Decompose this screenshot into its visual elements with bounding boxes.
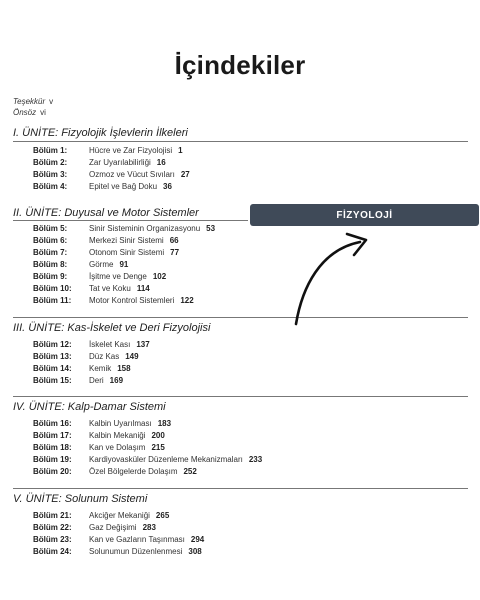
- unit-divider: [13, 317, 468, 318]
- chapter-entry: [33, 523, 156, 533]
- chapter-page: 215: [151, 443, 165, 452]
- chapter-page: 114: [136, 284, 150, 293]
- chapter-page: 265: [155, 511, 170, 520]
- chapter-entry: [33, 511, 169, 521]
- chapter-label: Bölüm 16:: [33, 419, 72, 428]
- chapter-title: Kardiyovasküler Düzenleme Mekanizmaları: [89, 455, 243, 464]
- chapter-title: İskelet Kası: [89, 340, 131, 349]
- chapter-label: Bölüm 1:: [33, 146, 68, 155]
- chapter-page: 308: [188, 547, 202, 556]
- chapter-label: Bölüm 20:: [33, 467, 72, 476]
- chapter-page: 183: [157, 419, 172, 428]
- chapter-page: 158: [117, 364, 131, 373]
- chapter-page: 53: [206, 224, 216, 233]
- chapter-label: Bölüm 9:: [33, 272, 68, 281]
- chapter-title: Zar Uyarılabilirliği: [89, 158, 151, 167]
- chapter-label: Bölüm 22:: [33, 523, 72, 532]
- front-matter-item: [13, 97, 53, 106]
- chapter-page: 102: [152, 272, 167, 281]
- chapter-label: Bölüm 19:: [33, 455, 72, 464]
- curved-arrow-icon: [290, 228, 390, 328]
- chapter-entry: [33, 224, 215, 234]
- chapter-page: 66: [169, 236, 179, 245]
- chapter-entry: [33, 443, 165, 453]
- chapter-label: Bölüm 14:: [33, 364, 72, 373]
- chapter-label: Bölüm 23:: [33, 535, 72, 544]
- chapter-title: Deri: [89, 376, 104, 385]
- chapter-label: Bölüm 4:: [33, 182, 68, 191]
- chapter-title: Hücre ve Zar Fizyolojisi: [89, 146, 173, 155]
- chapter-label: Bölüm 3:: [33, 170, 68, 179]
- chapter-entry: [33, 340, 150, 350]
- chapter-title: Solunumun Düzenlenmesi: [89, 547, 183, 556]
- chapter-page: 16: [156, 158, 166, 167]
- chapter-page: 1: [178, 146, 183, 155]
- chapter-label: Bölüm 10:: [33, 284, 72, 293]
- chapter-entry: [33, 296, 194, 306]
- unit-title: III. ÜNİTE: Kas-İskelet ve Deri Fizyolojisi: [13, 322, 211, 334]
- unit-title: IV. ÜNİTE: Kalp-Damar Sistemi: [13, 401, 166, 413]
- front-matter-page: v: [49, 97, 54, 106]
- chapter-title: Kemik: [89, 364, 112, 373]
- chapter-title: Motor Kontrol Sistemleri: [89, 296, 175, 305]
- chapter-page: 294: [190, 535, 205, 544]
- chapter-page: 122: [180, 296, 194, 305]
- chapter-entry: [33, 158, 166, 168]
- chapter-entry: [33, 547, 202, 557]
- chapter-entry: [33, 236, 179, 246]
- front-matter-item: [13, 108, 46, 117]
- chapter-title: Epitel ve Bağ Doku: [89, 182, 158, 191]
- chapter-label: Bölüm 12:: [33, 340, 72, 349]
- chapter-title: İşitme ve Denge: [89, 272, 147, 281]
- chapter-title: Düz Kas: [89, 352, 120, 361]
- chapter-page: 233: [248, 455, 263, 464]
- chapter-title: Kan ve Gazların Taşınması: [89, 535, 185, 544]
- chapter-page: 200: [151, 431, 165, 440]
- chapter-title: Görme: [89, 260, 114, 269]
- chapter-label: Bölüm 15:: [33, 376, 72, 385]
- chapter-page: 283: [142, 523, 156, 532]
- chapter-title: Merkezi Sinir Sistemi: [89, 236, 164, 245]
- unit-title: II. ÜNİTE: Duyusal ve Motor Sistemler: [13, 207, 199, 219]
- chapter-entry: [33, 431, 165, 441]
- chapter-title: Gaz Değişimi: [89, 523, 137, 532]
- chapter-entry: [33, 146, 183, 156]
- front-matter-label: Teşekkür: [13, 97, 46, 106]
- chapter-label: Bölüm 11:: [33, 296, 72, 305]
- chapter-entry: [33, 376, 123, 386]
- chapter-entry: [33, 284, 150, 294]
- chapter-entry: [33, 352, 139, 362]
- chapter-page: 137: [136, 340, 150, 349]
- chapter-label: Bölüm 7:: [33, 248, 68, 257]
- unit-divider: [13, 396, 468, 397]
- chapter-entry: [33, 248, 179, 258]
- front-matter-label: Önsöz: [13, 108, 37, 117]
- unit-title: V. ÜNİTE: Solunum Sistemi: [13, 493, 148, 505]
- chapter-label: Bölüm 17:: [33, 431, 72, 440]
- fizyoloji-badge: FİZYOLOJİ: [250, 204, 479, 226]
- chapter-title: Akciğer Mekaniği: [89, 511, 150, 520]
- chapter-title: Kalbin Mekaniği: [89, 431, 146, 440]
- chapter-page: 77: [170, 248, 180, 257]
- unit-title: I. ÜNİTE: Fizyolojik İşlevlerin İlkeleri: [13, 127, 188, 139]
- chapter-label: Bölüm 8:: [33, 260, 68, 269]
- chapter-title: Kalbin Uyarılması: [89, 419, 152, 428]
- chapter-page: 27: [180, 170, 190, 179]
- chapter-title: Kan ve Dolaşım: [89, 443, 146, 452]
- chapter-entry: [33, 170, 190, 180]
- chapter-title: Tat ve Koku: [89, 284, 131, 293]
- chapter-label: Bölüm 2:: [33, 158, 68, 167]
- front-matter-page: vi: [40, 108, 46, 117]
- unit-divider: [13, 220, 248, 221]
- chapter-label: Bölüm 21:: [33, 511, 72, 520]
- chapter-entry: [33, 455, 262, 465]
- chapter-label: Bölüm 18:: [33, 443, 72, 452]
- chapter-title: Özel Bölgelerde Dolaşım: [89, 467, 178, 476]
- unit-divider: [13, 488, 468, 489]
- chapter-label: Bölüm 13:: [33, 352, 72, 361]
- chapter-entry: [33, 260, 128, 270]
- chapter-label: Bölüm 6:: [33, 236, 68, 245]
- chapter-label: Bölüm 5:: [33, 224, 68, 233]
- chapter-entry: [33, 419, 171, 429]
- chapter-page: 149: [125, 352, 139, 361]
- chapter-page: 169: [109, 376, 124, 385]
- chapter-title: Otonom Sinir Sistemi: [89, 248, 165, 257]
- chapter-entry: [33, 272, 166, 282]
- chapter-entry: [33, 364, 131, 374]
- page-title: İçindekiler: [174, 50, 306, 80]
- chapter-title: Sinir Sisteminin Organizasyonu: [89, 224, 201, 233]
- chapter-label: Bölüm 24:: [33, 547, 72, 556]
- unit-divider: [13, 141, 468, 142]
- chapter-title: Ozmoz ve Vücut Sıvıları: [89, 170, 175, 179]
- chapter-page: 252: [183, 467, 197, 476]
- chapter-page: 91: [119, 260, 129, 269]
- chapter-entry: [33, 535, 204, 545]
- chapter-entry: [33, 182, 172, 192]
- chapter-entry: [33, 467, 197, 477]
- chapter-page: 36: [163, 182, 172, 191]
